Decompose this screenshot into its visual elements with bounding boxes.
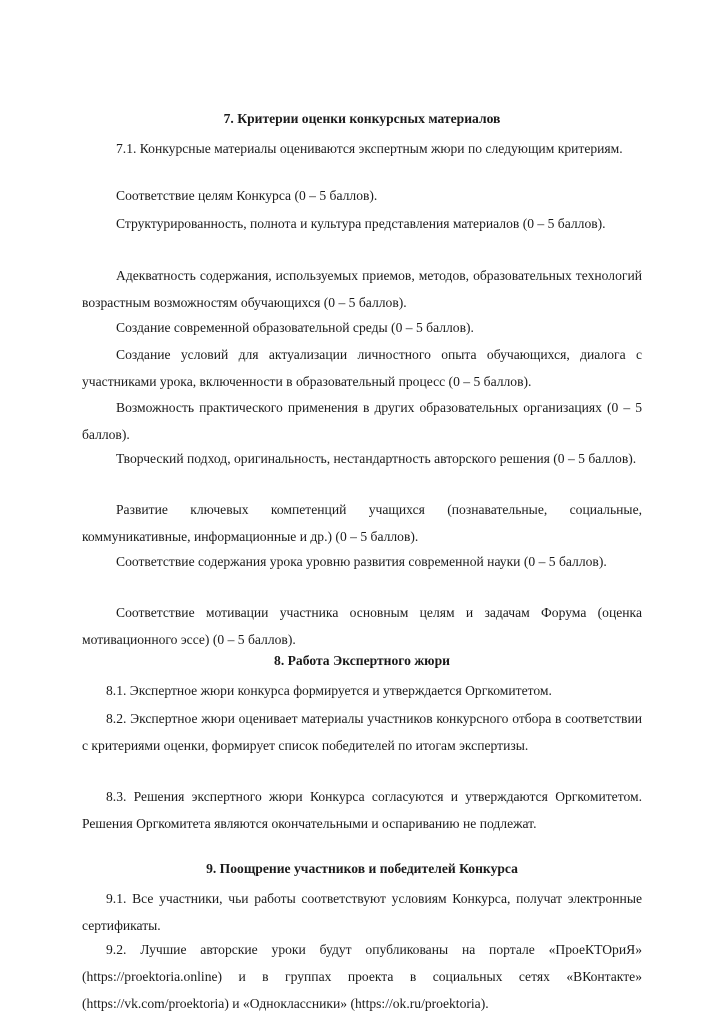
criterion-adequacy: Адекватность содержания, используемых приемов, методов, образовательных технологий возрастным возможностям обучающихся (0 – 5 баллов). (82, 268, 642, 310)
criterion-motivation: Соответствие мотивации участника основным целям и задачам Форума (оценка мотивационного эссе) (0 – 5 баллов). (82, 605, 642, 647)
section-9-heading: 9. Поощрение участников и победителей Конкурса (206, 861, 518, 876)
section-8-heading: 8. Работа Экспертного жюри (274, 653, 450, 668)
paragraph-9-1: 9.1. Все участники, чьи работы соответствуют условиям Конкурса, получат электронные сертификаты. (82, 891, 642, 933)
paragraph-7-1: 7.1. Конкурсные материалы оцениваются экспертным жюри по следующим критериям. (116, 141, 623, 156)
criterion-science-level: Соответствие содержания урока уровню развития современной науки (0 – 5 баллов). (116, 554, 607, 569)
paragraph-8-3: 8.3. Решения экспертного жюри Конкурса согласуются и утверждаются Оргкомитетом. Решения Оргкомитета являются окончательными и оспариванию не подлежат. (82, 789, 642, 831)
criterion-competencies: Развитие ключевых компетенций учащихся (познавательные, социальные, коммуникативные, информационные и др.) (0 – 5 баллов). (82, 502, 642, 544)
criterion-structure: Структурированность, полнота и культура представления материалов (0 – 5 баллов). (116, 216, 606, 231)
paragraph-8-2: 8.2. Экспертное жюри оценивает материалы участников конкурсного отбора в соответствии с критериями оценки, формирует список победителей по итогам экспертизы. (82, 711, 642, 753)
criterion-practical-use: Возможность практического применения в других образовательных организациях (0 – 5 баллов). (82, 400, 642, 442)
criterion-goals: Соответствие целям Конкурса (0 – 5 баллов). (116, 188, 378, 203)
criterion-personal-experience: Создание условий для актуализации личностного опыта обучающихся, диалога с участниками урока, включенности в образовательный процесс (0 – 5 баллов). (82, 347, 642, 389)
criterion-environment: Создание современной образовательной среды (0 – 5 баллов). (116, 320, 474, 335)
paragraph-8-1: 8.1. Экспертное жюри конкурса формируется и утверждается Оргкомитетом. (106, 683, 552, 698)
section-7-heading: 7. Критерии оценки конкурсных материалов (223, 111, 501, 126)
paragraph-9-2: 9.2. Лучшие авторские уроки будут опубликованы на портале «ПроеКТОриЯ» (https://proektoria.online) и в группах проекта в социальных сетях «ВКонтакте» (https://vk.com/proektoria) и «Одноклассники» (https://ok.ru/proektoria). (82, 942, 642, 1011)
criterion-creativity: Творческий подход, оригинальность, нестандартность авторского решения (0 – 5 баллов). (116, 451, 637, 466)
